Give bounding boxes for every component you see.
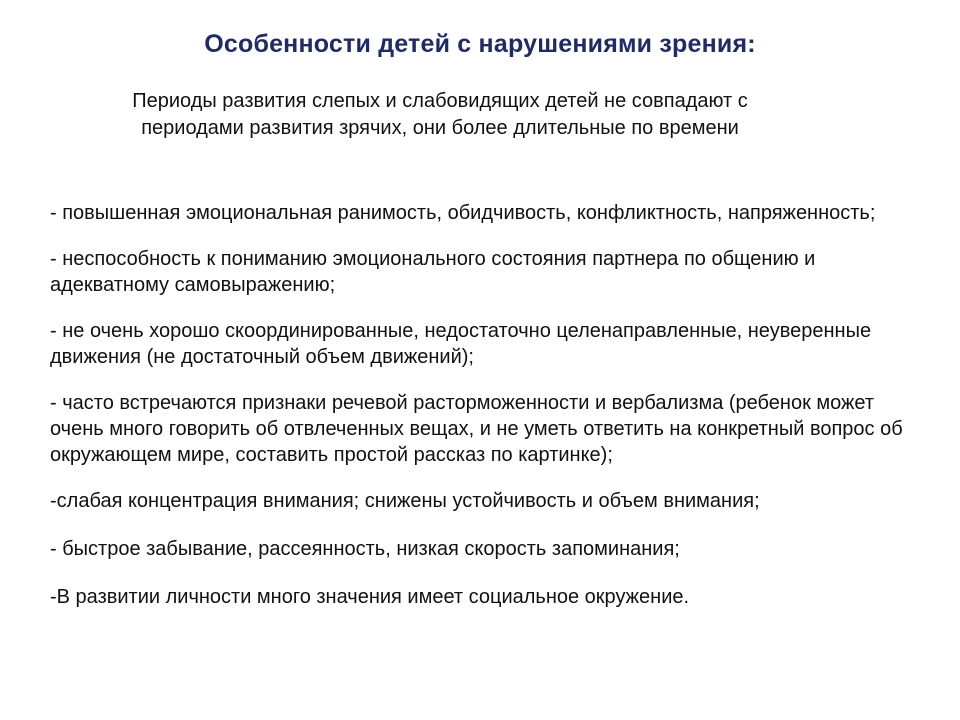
list-item: - повышенная эмоциональная ранимость, обидчивость, конфликтность, напряженность; [50, 202, 876, 224]
list-item: - неспособность к пониманию эмоционального состояния партнера по общению и адекватному самовыражению; [50, 248, 816, 296]
slide-title: Особенности детей с нарушениями зрения: [204, 30, 756, 58]
list-item: - быстрое забывание, рассеянность, низкая скорость запоминания; [50, 538, 680, 560]
intro-text: Периоды развития слепых и слабовидящих детей не совпадают с периодами развития зрячих, они более длительные по времени [132, 90, 748, 139]
list-item: - не очень хорошо скоординированные, недостаточно целенаправленные, неуверенные движения (не достаточный объем движений); [50, 320, 872, 368]
feature-list [50, 200, 920, 610]
list-item: -В развитии личности много значения имеет социальное окружение. [50, 586, 690, 608]
list-item: - часто встречаются признаки речевой расторможенности и вербализма (ребенок может очень много говорить об отвлеченных вещах, и не уметь ответить на конкретный вопрос об окружающем мире, составить простой рассказ по картинке); [50, 392, 903, 466]
list-item: -слабая концентрация внимания; снижены устойчивость и объем внимания; [50, 490, 760, 512]
